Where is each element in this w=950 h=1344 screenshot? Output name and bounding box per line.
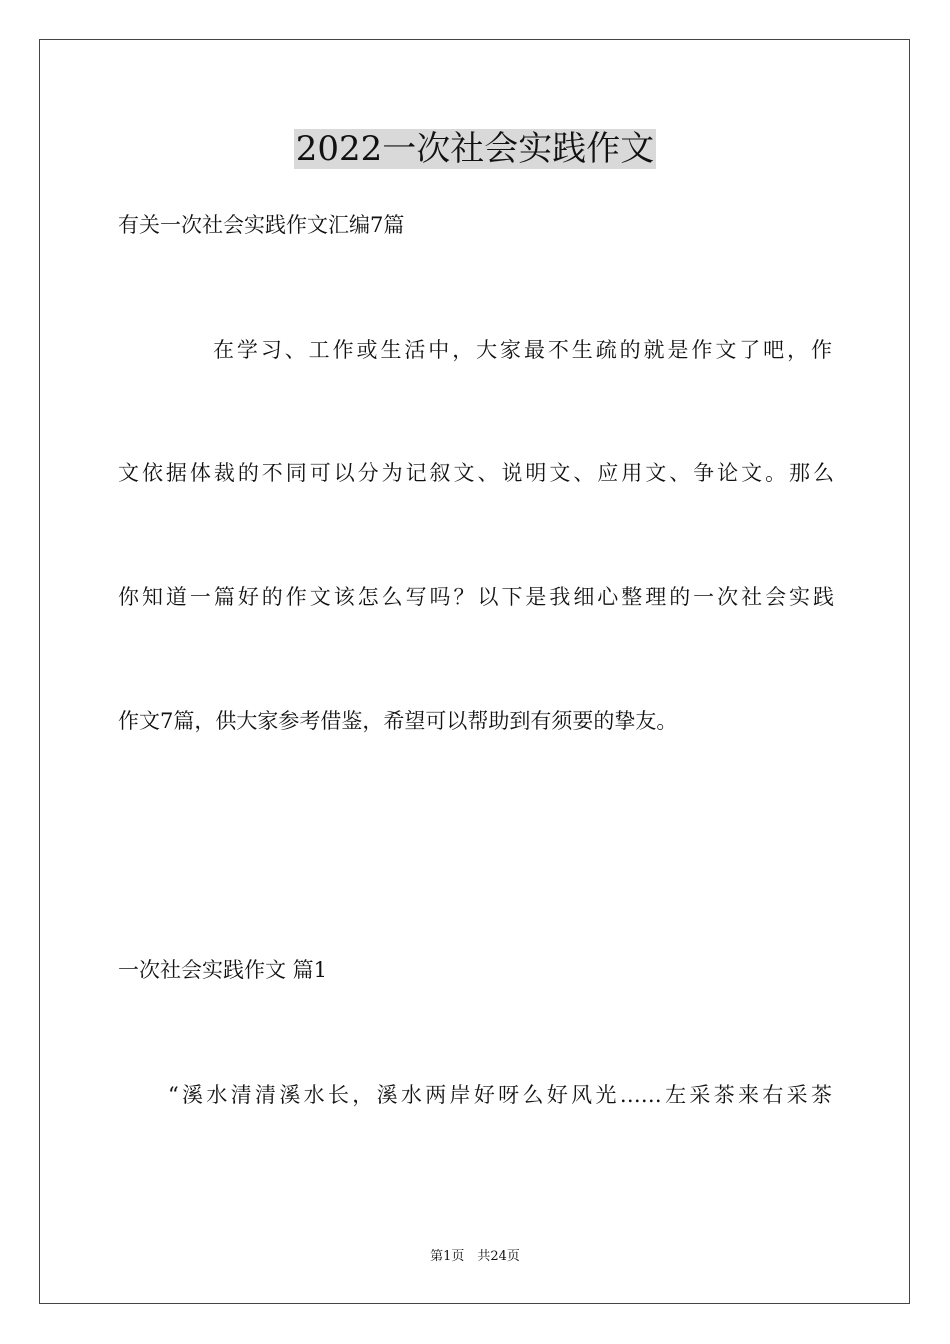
section-heading: 一次社会实践作文 篇1 [118, 958, 328, 982]
document-subtitle: 有关一次社会实践作文汇编7篇 [118, 213, 405, 237]
intro-line-4: 作文7篇，供大家参考借鉴，希望可以帮助到有须要的挚友。 [118, 709, 678, 733]
intro-line-2: 文依据体裁的不同可以分为记叙文、说明文、应用文、争论文。那么 [118, 461, 834, 485]
intro-line-1: 在学习、工作或生活中，大家最不生疏的就是作文了吧，作 [213, 338, 832, 362]
document-title [0, 125, 950, 173]
document-title-text: 2022一次社会实践作文 [295, 129, 655, 169]
intro-line-3: 你知道一篇好的作文该怎么写吗？以下是我细心整理的一次社会实践 [118, 585, 834, 609]
page-footer: 第1页 共24页 [430, 1249, 520, 1264]
section-first-line: “溪水清清溪水长，溪水两岸好呀么好风光……左采茶来右采茶 [168, 1083, 832, 1107]
